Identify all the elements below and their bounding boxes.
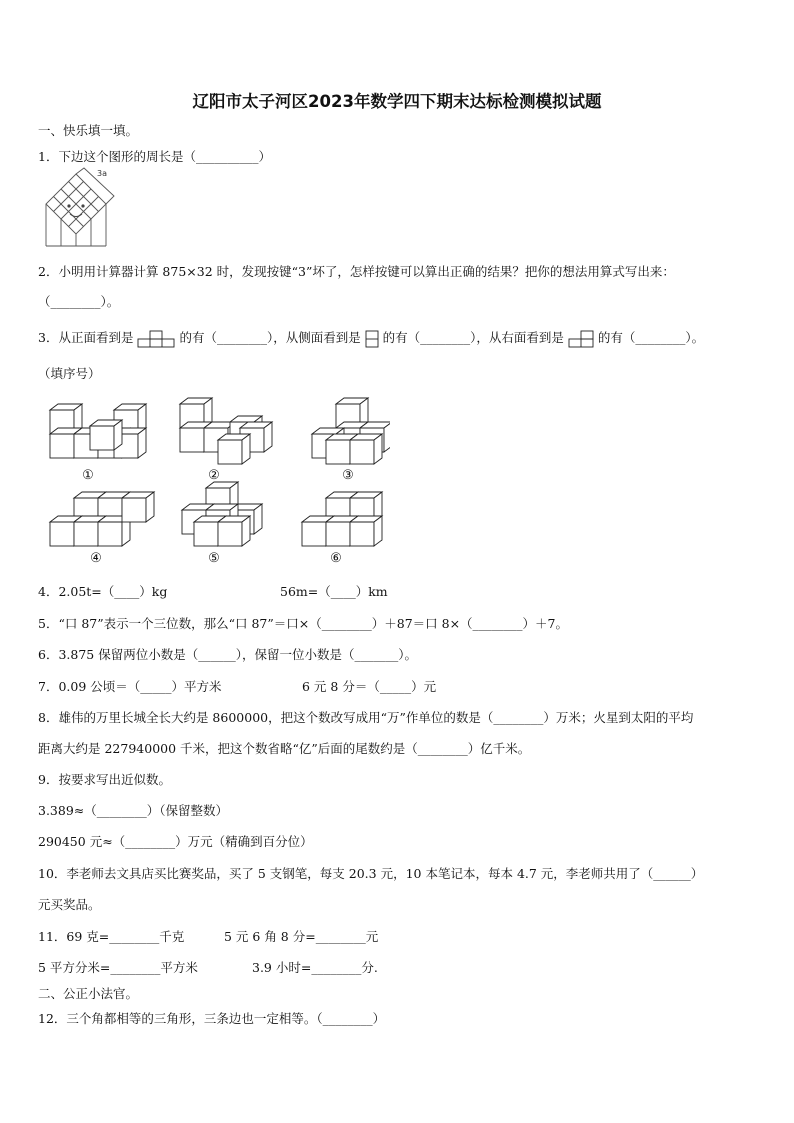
q3-part-3: 的有（________），从右面看到是 xyxy=(382,330,564,345)
q3-part-1: 3．从正面看到是 xyxy=(38,330,134,345)
cube-figure-6 xyxy=(302,492,382,546)
question-5: 5．“口 87”表示一个三位数，那么“口 87”＝口×（________）＋87＝口 8×（________）＋7。 xyxy=(38,616,569,631)
question-12: 12．三个角都相等的三角形，三条边也一定相等。（________） xyxy=(38,1011,386,1026)
question-2-line-2: （________）。 xyxy=(38,294,120,309)
question-3-note: （填序号） xyxy=(38,366,101,381)
question-10-line-1: 10．李老师去文具店买比赛奖品，买了 5 支钢笔，每支 20.3 元，10 本笔记本，每本 4.7 元，李老师共用了（______） xyxy=(38,866,704,881)
caption-5: ⑤ xyxy=(208,551,220,566)
q1-label-3a: 3a xyxy=(97,169,107,178)
section-heading-2: 二、公正小法官。 xyxy=(38,986,139,1001)
cube-figure-1 xyxy=(50,404,146,458)
caption-3: ③ xyxy=(342,468,354,483)
question-3 xyxy=(38,328,704,348)
caption-4: ④ xyxy=(90,551,102,566)
question-2-line-1: 2．小明用计算器计算 875×32 时，发现按键“3”坏了，怎样按键可以算出正确的结果？把你的想法用算式写出来： xyxy=(38,264,675,279)
front-view-icon xyxy=(137,330,175,348)
q3-part-4: 的有（________）。 xyxy=(597,330,705,345)
q3-part-2: 的有（________），从侧面看到是 xyxy=(179,330,361,345)
caption-2: ② xyxy=(208,468,220,483)
question-8-line-2: 距离大约是 227940000 千米，把这个数省略“亿”后面的尾数约是（________）亿千米。 xyxy=(38,741,531,756)
question-9b: 290450 元≈（________）万元（精确到百分位） xyxy=(38,834,313,849)
right-view-icon xyxy=(568,330,594,348)
caption-1: ① xyxy=(82,468,94,483)
cube-figure-2 xyxy=(180,398,272,464)
question-7b: 6 元 8 分＝（_____）元 xyxy=(302,679,437,694)
question-11a: 11．69 克=________千克 xyxy=(38,929,185,944)
question-8-line-1: 8．雄伟的万里长城全长大约是 8600000，把这个数改写成用“万”作单位的数是（________）万米；火星到太阳的平均 xyxy=(38,710,694,725)
side-view-icon xyxy=(365,330,379,348)
question-11c: 5 平方分米=________平方米 xyxy=(38,960,198,975)
q1-grid-figure xyxy=(36,166,116,252)
question-4a: 4．2.05t=（____）kg xyxy=(38,584,168,599)
cube-figure-5 xyxy=(182,482,262,546)
cube-figure-3 xyxy=(312,398,390,464)
section-heading-1: 一、快乐填一填。 xyxy=(38,123,139,138)
cube-figure-4 xyxy=(50,492,154,546)
page-title: 辽阳市太子河区2023年数学四下期末达标检测模拟试题 xyxy=(192,92,602,111)
question-1: 1．下边这个图形的周长是（__________） xyxy=(38,149,271,164)
question-11b: 5 元 6 角 8 分=________元 xyxy=(224,929,379,944)
caption-6: ⑥ xyxy=(330,551,342,566)
question-10-line-2: 元买奖品。 xyxy=(38,897,101,912)
question-7a: 7．0.09 公顷＝（_____）平方米 xyxy=(38,679,222,694)
question-9: 9．按要求写出近似数。 xyxy=(38,772,171,787)
question-6: 6．3.875 保留两位小数是（______），保留一位小数是（_______）。 xyxy=(38,647,417,662)
question-4b: 56m=（____）km xyxy=(280,584,388,599)
question-11d: 3.9 小时=________分. xyxy=(252,960,378,975)
question-9a: 3.389≈（________）（保留整数） xyxy=(38,803,229,818)
